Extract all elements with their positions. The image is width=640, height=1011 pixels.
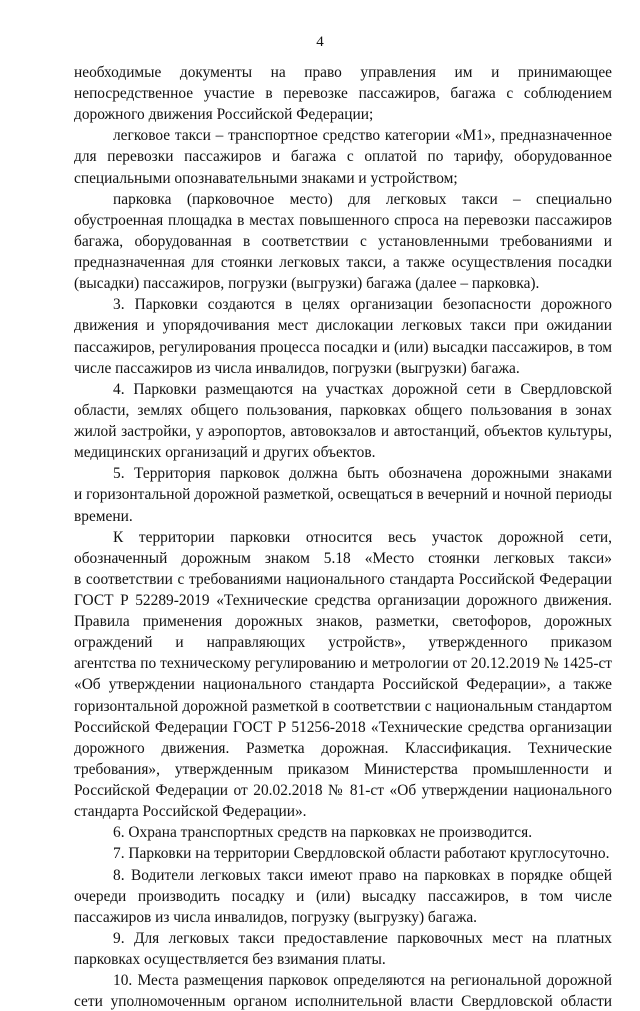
text-line: легковое такси – транспортное средство категории «M1», предназначенное <box>113 127 612 145</box>
text-line: стандарта Российской Федерации». <box>74 803 307 821</box>
text-line: горизонтальной дорожной разметкой в соответствии с национальным стандартом <box>74 697 612 715</box>
text-line: ограждений и направляющих устройств», утвержденного приказом <box>74 634 612 652</box>
text-line: обозначенный дорожным знаком 5.18 «Место стоянки легковых такси» <box>74 549 612 567</box>
text-line: Российской Федерации от 20.02.2018 № 81-ст «Об утверждении национального <box>74 782 612 800</box>
text-line: необходимые документы на право управления им и принимающее <box>74 64 612 81</box>
text-line: 5. Территория парковок должна быть обозначена дорожными знаками <box>113 465 612 483</box>
text-line: области, землях общего пользования, парковках общего пользования в зонах <box>74 401 612 419</box>
text-line: предназначенная для стоянки легковых такси, а также осуществления посадки <box>74 254 612 272</box>
text-line: движения и упорядочивания мест дислокации легковых такси при ожидании <box>74 317 612 335</box>
text-line: в соответствии с требованиями национального стандарта Российской Федерации <box>74 570 612 588</box>
text-line: времени. <box>74 507 133 525</box>
text-line: «Об утверждении национального стандарта Российской Федерации», а также <box>74 676 612 694</box>
text-line: (высадки) пассажиров, погрузки (выгрузки) багажа (далее – парковка). <box>74 275 540 293</box>
text-line: 10. Места размещения парковок определяются на региональной дорожной <box>113 972 612 990</box>
text-line: 8. Водители легковых такси имеют право на парковках в порядке общей <box>113 866 612 884</box>
text-line: парковках осуществляется без взимания платы. <box>74 951 386 969</box>
text-line: Правила применения дорожных знаков, разметки, светофоров, дорожных <box>74 613 612 631</box>
text-line: пассажиров из числа инвалидов, погрузку (выгрузку) багажа. <box>74 908 478 926</box>
text-line: жилой застройки, у аэропортов, автовокзалов и автостанций, объектов культуры, <box>74 423 612 441</box>
text-line: парковка (парковочное место) для легковых такси – специально <box>113 190 612 208</box>
text-line: для перевозки пассажиров и багажа с оплатой по тарифу, оборудованное <box>74 148 612 166</box>
text-line: непосредственное участие в перевозке пассажиров, багажа с соблюдением <box>74 85 612 103</box>
text-line: Российской Федерации ГОСТ Р 51256-2018 «Технические средства организации <box>74 718 612 736</box>
text-line: специальными опознавательными знаками и устройством; <box>74 169 458 187</box>
page-number: 4 <box>316 34 324 50</box>
text-line: 7. Парковки на территории Свердловской области работают круглосуточно. <box>113 845 610 863</box>
text-line: пассажиров, регулирования процесса посадки и (или) высадки пассажиров, в том <box>74 338 612 356</box>
text-line: 6. Охрана транспортных средств на парковках не производится. <box>113 824 533 842</box>
text-line: и горизонтальной дорожной разметкой, освещаться в вечерний и ночной периоды <box>74 486 612 504</box>
text-line: медицинских организаций и других объектов. <box>74 444 376 462</box>
text-line: 4. Парковки размещаются на участках дорожной сети в Свердловской <box>113 380 612 398</box>
text-line: 3. Парковки создаются в целях организации безопасности дорожного <box>113 296 612 314</box>
text-line: К территории парковки относится весь участок дорожной сети, <box>113 528 612 546</box>
text-line: 9. Для легковых такси предоставление парковочных мест на платных <box>113 929 612 947</box>
text-line: дорожного движения. Разметка дорожная. Классификация. Технические <box>74 739 612 757</box>
text-line: дорожного движения Российской Федерации; <box>74 106 374 124</box>
text-line: сети уполномоченным органом исполнительной власти Свердловской области <box>74 993 612 1011</box>
text-line: агентства по техническому регулированию и метрологии от 20.12.2019 № 1425-ст <box>74 655 612 673</box>
text-line: требования», утвержденным приказом Министерства промышленности и <box>74 760 612 778</box>
text-line: очереди производить посадку и (или) высадку пассажиров, в том числе <box>74 887 612 905</box>
text-line: багажа, оборудованная в соответствии с установленными требованиями и <box>74 232 612 250</box>
text-line: ГОСТ Р 52289-2019 «Технические средства организации дорожного движения. <box>74 592 612 609</box>
text-line: числе пассажиров из числа инвалидов, погрузки (выгрузки) багажа. <box>74 359 520 377</box>
text-line: обустроенная площадка в местах повышенного спроса на перевозки пассажиров <box>74 211 612 229</box>
